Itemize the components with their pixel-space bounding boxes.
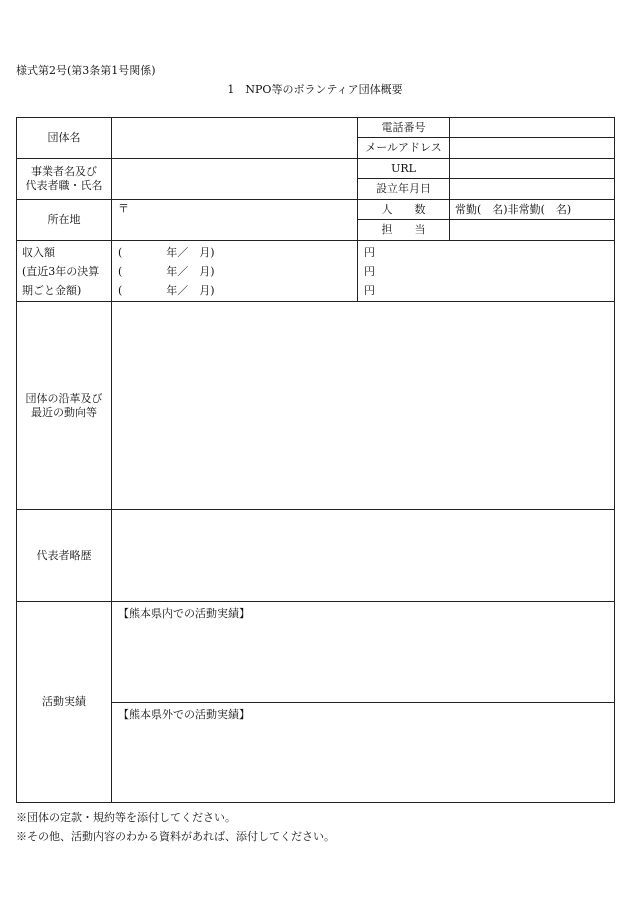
location-field[interactable] bbox=[112, 200, 358, 241]
history-label-line1: 団体の沿革及び bbox=[25, 391, 103, 405]
postal-mark: 〒 bbox=[118, 202, 129, 215]
income-label-line1: 収入額 bbox=[22, 245, 55, 259]
location-label: 所在地 bbox=[17, 200, 112, 241]
note-attach-materials: ※その他、活動内容のわかる資料があれば、添付してください。 bbox=[16, 830, 335, 843]
income-label-line3: 期ごと金額) bbox=[22, 283, 82, 297]
income-period-3: ( 年／ 月) bbox=[118, 283, 215, 297]
operator-field[interactable] bbox=[112, 159, 358, 200]
document-title: 1 NPO等のボランティア団体概要 bbox=[227, 83, 403, 96]
income-label-line2: (直近3年の決算 bbox=[22, 264, 100, 278]
history-field[interactable] bbox=[112, 302, 615, 510]
activities-out-pref-heading: 【熊本県外での活動実績】 bbox=[118, 708, 250, 721]
established-field[interactable] bbox=[450, 179, 615, 200]
established-label: 設立年月日 bbox=[358, 179, 450, 200]
history-label-line2: 最近の動向等 bbox=[31, 405, 97, 419]
phone-label: 電話番号 bbox=[358, 118, 450, 138]
income-period-2: ( 年／ 月) bbox=[118, 264, 215, 278]
income-unit-3: 円 bbox=[364, 283, 375, 297]
rep-history-field[interactable] bbox=[112, 510, 615, 602]
email-label: メールアドレス bbox=[358, 138, 450, 159]
activities-label: 活動実績 bbox=[17, 602, 112, 803]
activities-in-pref-heading: 【熊本県内での活動実績】 bbox=[118, 607, 250, 620]
organization-overview-table bbox=[16, 117, 615, 803]
form-number: 様式第2号(第3条第1号関係) bbox=[16, 64, 156, 77]
activities-out-pref-field[interactable] bbox=[112, 703, 615, 803]
history-label bbox=[17, 302, 112, 510]
income-amounts[interactable] bbox=[358, 241, 615, 302]
income-unit-2: 円 bbox=[364, 264, 375, 278]
staff-count-field[interactable]: 常勤( 名)非常勤( 名) bbox=[450, 200, 615, 220]
income-period-1: ( 年／ 月) bbox=[118, 245, 215, 259]
income-label bbox=[17, 241, 112, 302]
phone-field[interactable] bbox=[450, 118, 615, 138]
contact-person-label: 担 当 bbox=[358, 220, 450, 241]
operator-label bbox=[17, 159, 112, 200]
operator-label-line1: 事業者名及び bbox=[31, 165, 97, 178]
url-label: URL bbox=[358, 159, 450, 179]
org-name-field[interactable] bbox=[112, 118, 358, 159]
org-name-label: 団体名 bbox=[17, 118, 112, 159]
operator-label-line2: 代表者職・氏名 bbox=[25, 179, 103, 192]
contact-person-field[interactable] bbox=[450, 220, 615, 241]
staff-count-label: 人 数 bbox=[358, 200, 450, 220]
url-field[interactable] bbox=[450, 159, 615, 179]
income-periods[interactable] bbox=[112, 241, 358, 302]
activities-in-pref-field[interactable] bbox=[112, 602, 615, 703]
note-attach-bylaws: ※団体の定款・規約等を添付してください。 bbox=[16, 811, 236, 824]
email-field[interactable] bbox=[450, 138, 615, 159]
rep-history-label: 代表者略歴 bbox=[17, 510, 112, 602]
income-unit-1: 円 bbox=[364, 245, 375, 259]
